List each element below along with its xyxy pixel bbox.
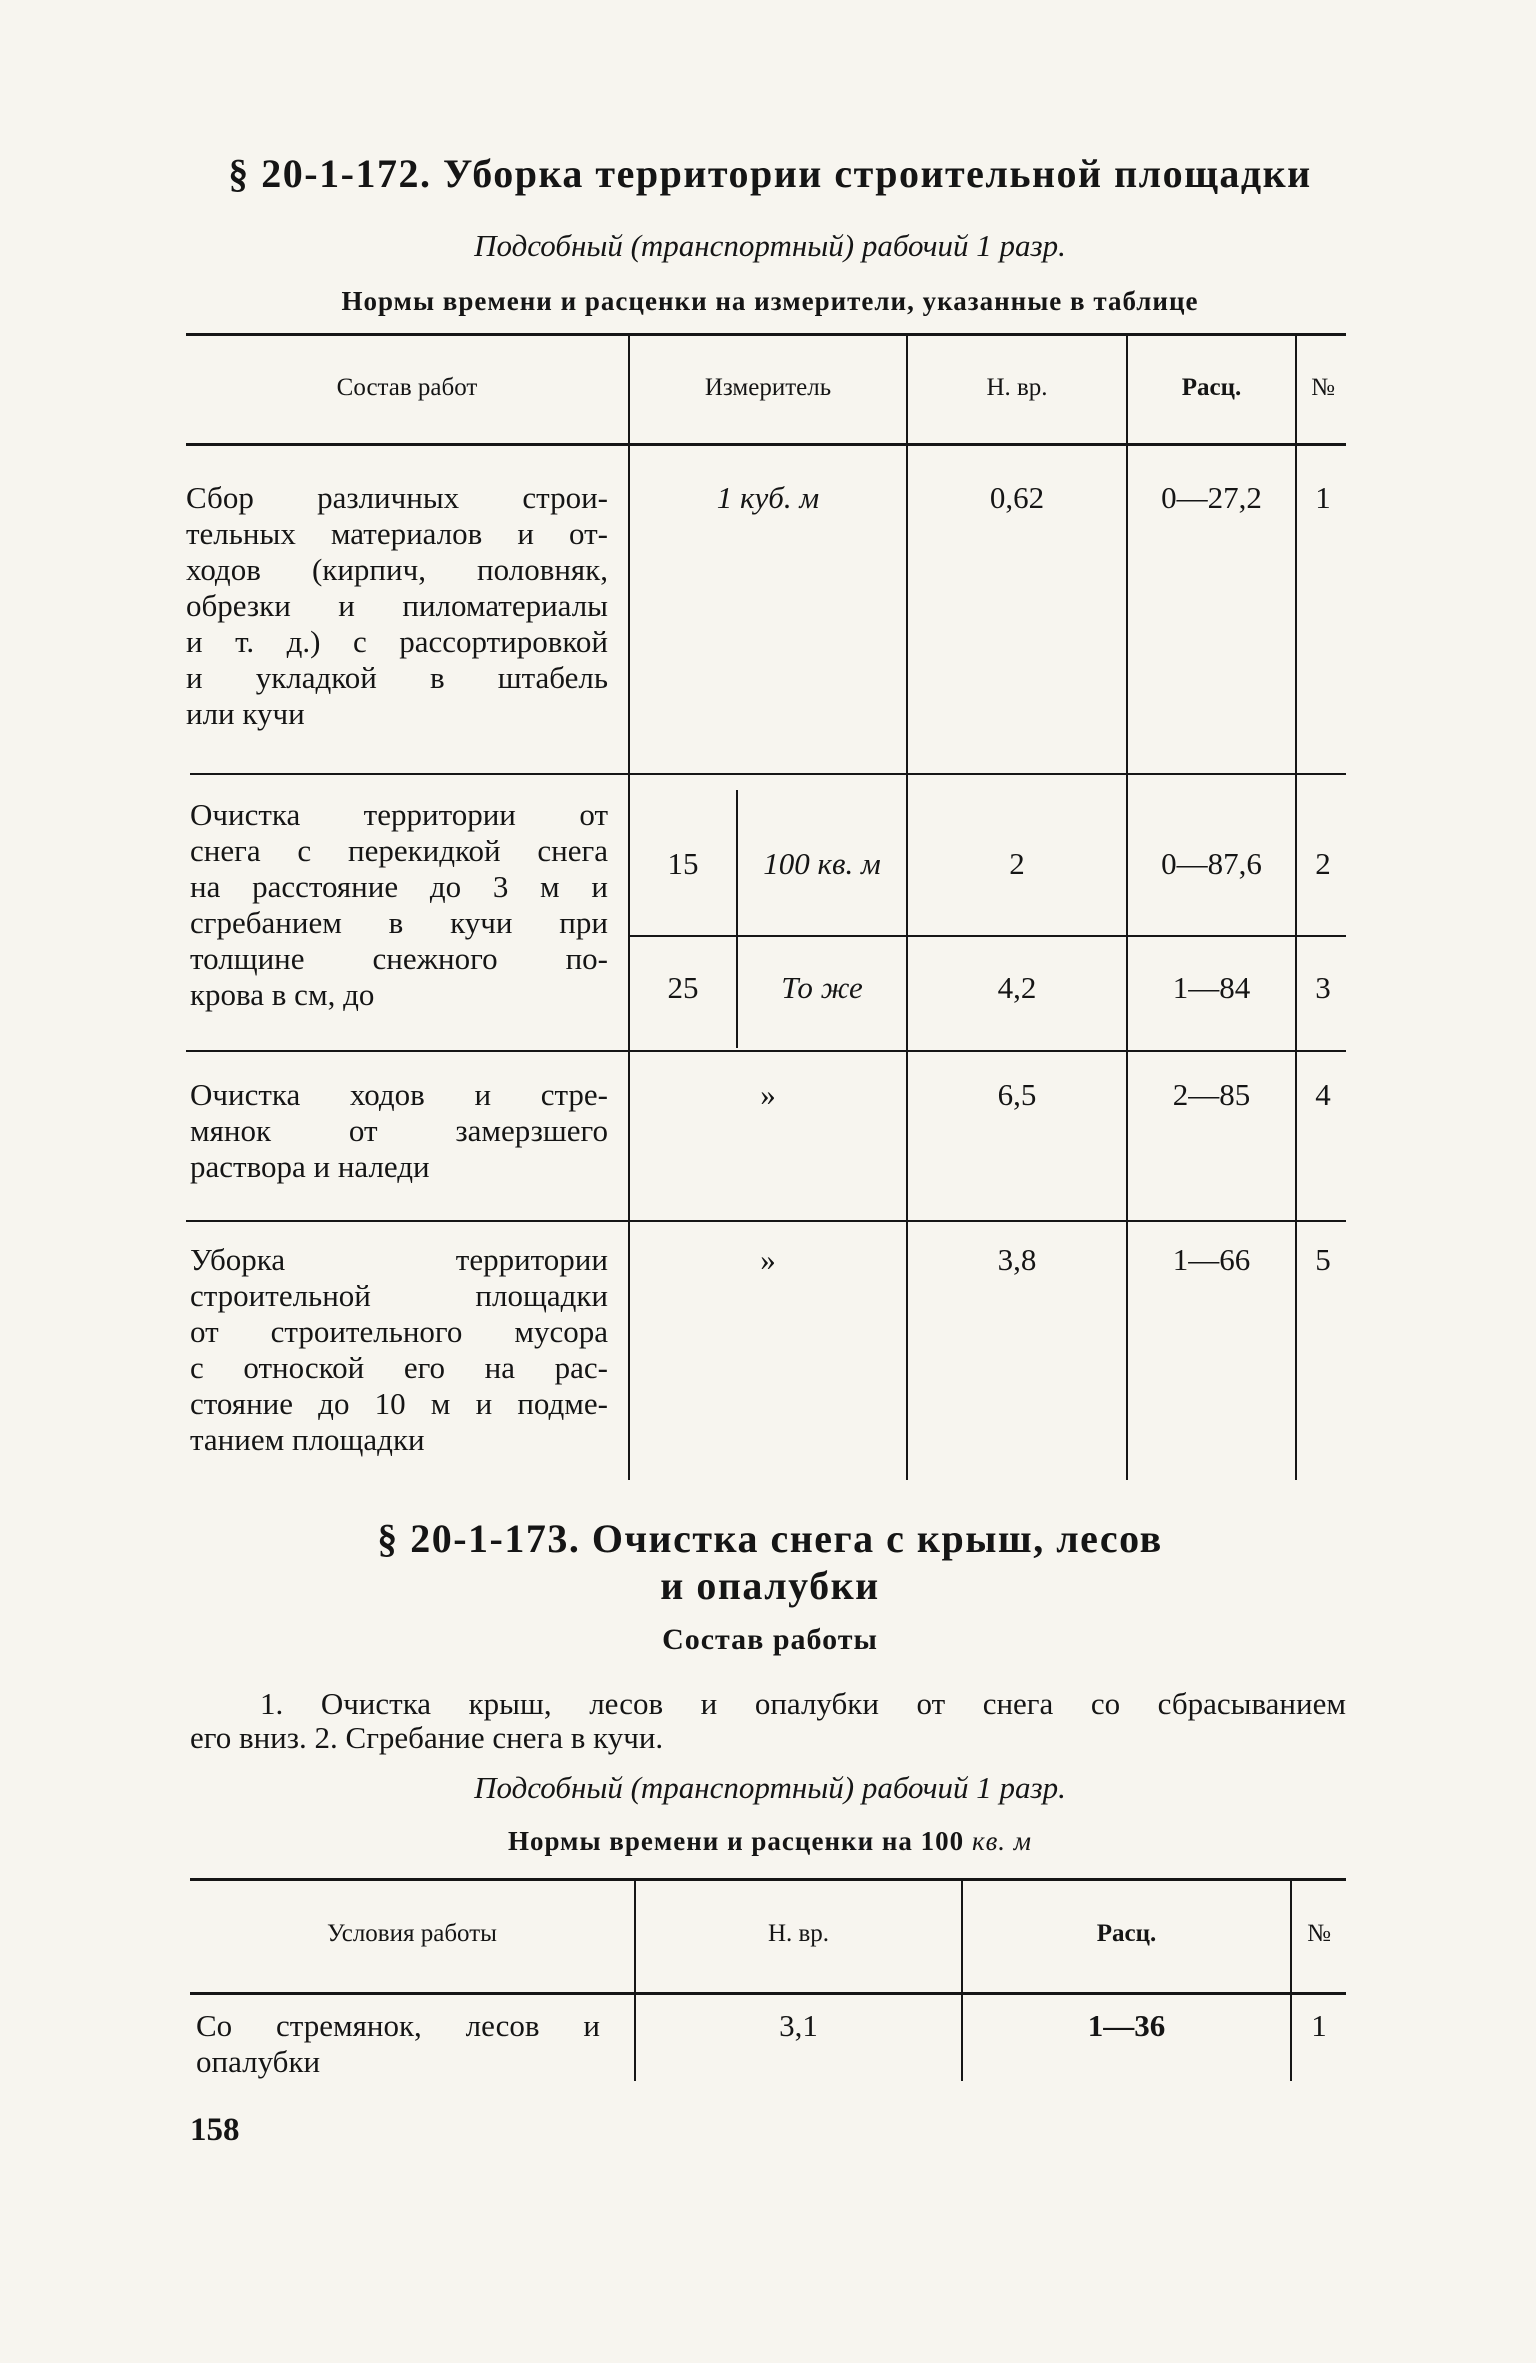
table-1-header-work: Состав работ	[336, 374, 478, 401]
table-1-header-time: Н. вр.	[986, 374, 1048, 401]
table-1-row-2-no: 2	[1315, 846, 1331, 881]
table-1-header-no: №	[1311, 374, 1335, 401]
section-1-worker: Подсобный (транспортный) рабочий 1 разр.	[474, 228, 1066, 263]
table-2-header-no: №	[1307, 1920, 1331, 1947]
section-2-title-line-2: и опалубки	[660, 1563, 880, 1608]
table-1-row-4-no: 4	[1315, 1077, 1331, 1112]
table-1-row-2-work: Очистка территории от снега с перекидкой снега на расстояние до 3 м и сгребанием в кучи при толщине снежного по- крова в см, до	[190, 797, 608, 1012]
table-1-row-1-work: Сбор различных строи- тельных материалов и от- ходов (кирпич, половняк, обрезки и пиломатериалы и т. д.) с рассортировкой и укладкой в штабель или кучи	[186, 480, 608, 731]
composition-heading: Состав работы	[662, 1623, 878, 1656]
table-2-header-time: Н. вр.	[767, 1920, 830, 1947]
table-1-row-4-unit: »	[760, 1077, 776, 1112]
table-1-row-3-time: 4,2	[997, 970, 1037, 1005]
table-1-row-5-work: Уборка территории строительной площадки от строительного мусора с отноской его на рас- стояние до 10 м и подме- танием площадки	[190, 1242, 608, 1457]
table-1-row-2-unit: 100 кв. м	[763, 846, 881, 881]
table-1-row-5-time: 3,8	[997, 1242, 1037, 1277]
section-1-norms-caption: Нормы времени и расценки на измерители, указанные в таблице	[341, 286, 1199, 316]
table-1-row-4-work: Очистка ходов и стре- мянок от замерзшего раствора и наледи	[190, 1077, 608, 1184]
composition-text: 1. Очистка крыш, лесов и опалубки от снега со сбрасыванием его вниз. 2. Сгребание снега в кучи.	[190, 1686, 1346, 1755]
table-1-row-5-no: 5	[1315, 1242, 1331, 1277]
table-1-row-1-unit: 1 куб. м	[716, 480, 820, 515]
table-1-row-3-unit: То же	[781, 970, 863, 1005]
page-number: 158	[190, 2112, 240, 2148]
table-1-row-5-unit: »	[760, 1242, 776, 1277]
table-1-row-3-depth: 25	[667, 970, 699, 1005]
table-2-row-1-time: 3,1	[779, 2008, 818, 2043]
table-1-row-5-rate: 1—66	[1172, 1242, 1251, 1277]
table-2-row-1-rate: 1—36	[1087, 2008, 1166, 2043]
section-2-title-line-1: § 20-1-173. Очистка снега с крыш, лесов	[377, 1516, 1163, 1561]
table-1-header-rate: Расц.	[1181, 374, 1242, 401]
table-1-row-1-time: 0,62	[989, 480, 1045, 515]
section-1-title: § 20-1-172. Уборка территории строительной площадки	[228, 151, 1312, 196]
table-2-row-1-conditions: Со стремянок, лесов и опалубки	[196, 2008, 600, 2079]
table-1-row-1-rate: 0—27,2	[1161, 480, 1262, 515]
table-1-row-4-rate: 2—85	[1172, 1077, 1251, 1112]
table-1-header-unit: Измеритель	[704, 374, 832, 401]
section-2-norms-caption: Нормы времени и расценки на 100 кв. м	[507, 1826, 1033, 1856]
table-2-header-rate: Расц.	[1096, 1920, 1157, 1947]
section-2-worker: Подсобный (транспортный) рабочий 1 разр.	[474, 1770, 1066, 1805]
table-2-header-conditions: Условия работы	[327, 1920, 497, 1947]
table-1-row-3-no: 3	[1315, 970, 1331, 1005]
table-1-row-4-time: 6,5	[997, 1077, 1037, 1112]
table-1-row-2-depth: 15	[667, 846, 699, 881]
table-1-row-2-rate: 0—87,6	[1161, 846, 1262, 881]
table-1-row-1-no: 1	[1315, 480, 1331, 515]
table-1-row-3-rate: 1—84	[1172, 970, 1251, 1005]
table-2-row-1-no: 1	[1311, 2008, 1327, 2043]
table-1-row-2-time: 2	[1009, 846, 1025, 881]
